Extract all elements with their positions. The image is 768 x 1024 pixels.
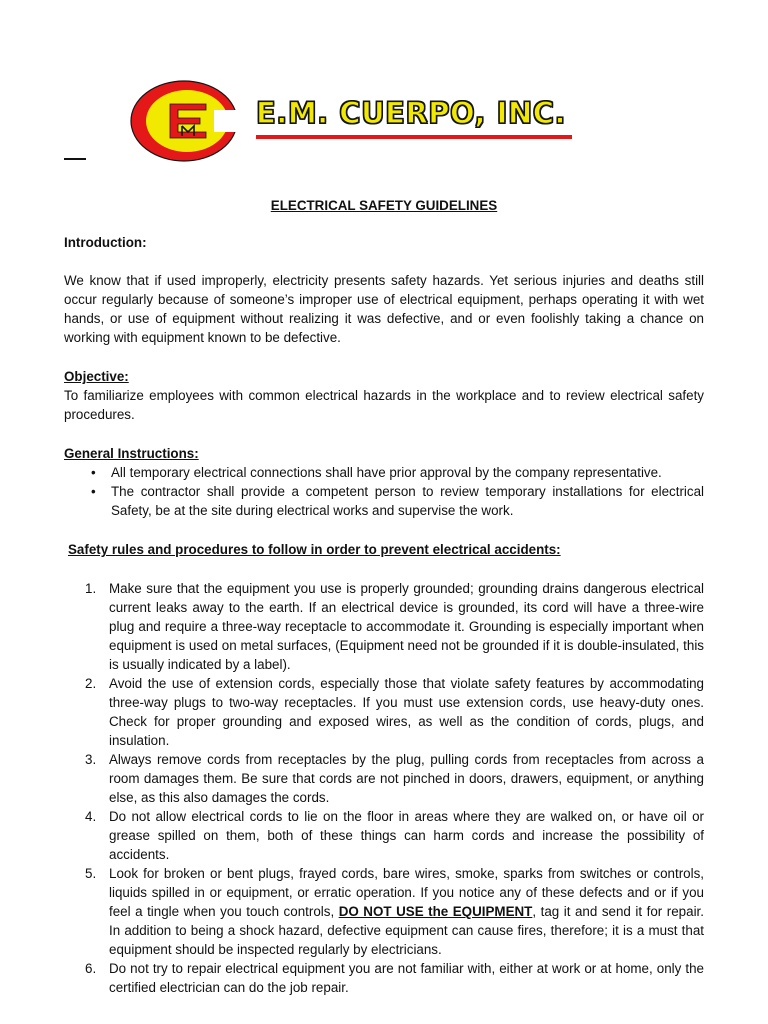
safety-rules-list xyxy=(64,579,704,997)
document-body xyxy=(64,196,704,997)
list-item xyxy=(64,807,704,864)
document-title: ELECTRICAL SAFETY GUIDELINES xyxy=(270,198,498,213)
list-item-number: 3. xyxy=(85,752,97,767)
list-item-text: Make sure that the equipment you use is properly grounded; grounding drains dangerous electrical current leaks away to the earth. If an electrical device is grounded, its cord will have a three-wire plug and require a three-way receptacle to accommodate it. Grounding is especially important when equipment is used on metal surfaces, (Equipment need not be grounded if it is double-insulated, this is usually indicated by a label). xyxy=(109,581,704,672)
list-item xyxy=(64,959,704,997)
list-item-text: The contractor shall provide a competent person to review temporary installations for electrical Safety, be at the site during electrical works and supervise the work. xyxy=(111,484,704,518)
bullet-icon: • xyxy=(91,465,96,480)
list-item-number: 5. xyxy=(85,866,97,881)
list-item-text: Do not try to repair electrical equipment you are not familiar with, either at work or at home, only the certified electrician can do the job repair. xyxy=(109,961,704,995)
logo-letters: EMC xyxy=(130,80,133,81)
objective-text: To familiarize employees with common electrical hazards in the workplace and to review electrical safety procedures. xyxy=(64,388,704,422)
logo-c-notch xyxy=(214,110,240,132)
list-item-number: 2. xyxy=(85,676,97,691)
list-item xyxy=(64,864,704,959)
header-red-rule xyxy=(256,135,572,139)
introduction-text: We know that if used improperly, electricity presents safety hazards. Yet serious injuries and deaths still occur regularly because of someone’s improper use of electrical equipment, perhaps operating it with wet hands, or use of equipment without realizing it was defective, and or even foolishly taking a chance on working with equipment known to be defective. xyxy=(64,273,704,345)
bullet-icon: • xyxy=(91,484,96,499)
company-logo xyxy=(130,80,240,162)
company-name: E.M. CUERPO, INC. xyxy=(256,96,567,130)
general-instructions-heading: General Instructions: xyxy=(64,446,199,461)
list-item xyxy=(64,463,704,482)
list-item xyxy=(64,482,704,520)
list-item-number: 4. xyxy=(85,809,97,824)
list-item xyxy=(64,750,704,807)
safety-rules-heading: Safety rules and procedures to follow in order to prevent electrical accidents: xyxy=(68,542,561,557)
list-item-text: Avoid the use of extension cords, especially those that violate safety features by accommodating three-way plugs to two-way receptacles. If you must use extension cords, use heavy-duty ones. Check for proper grounding and exposed wires, as well as the condition of cords, plugs, and insulation. xyxy=(109,676,704,748)
list-item-text: Always remove cords from receptacles by the plug, pulling cords from receptacles from across a room damages them. Be sure that cords are not pinched in doors, drawers, equipment, or anything else, as this also damages the cords. xyxy=(109,752,704,805)
list-item xyxy=(64,674,704,750)
list-item-text-after: , tag it and send it for repair. In addition to being a shock hazard, defective equipment can cause fires, therefore; it is a must that equipment should be inspected regularly by electricians. xyxy=(109,904,704,957)
list-item xyxy=(64,579,704,674)
general-instructions-list xyxy=(64,463,704,520)
header-dash-mark xyxy=(64,158,86,160)
list-item-number: 1. xyxy=(85,581,97,596)
introduction-heading: Introduction: xyxy=(64,235,147,250)
list-item-number: 6. xyxy=(85,961,97,976)
do-not-use-emphasis: DO NOT USE the EQUIPMENT xyxy=(338,904,533,919)
list-item-text: All temporary electrical connections shall have prior approval by the company representative. xyxy=(111,465,662,480)
list-item-text: Do not allow electrical cords to lie on the floor in areas where they are walked on, or have oil or grease spilled on them, both of these things can harm cords and increase the possibility of accidents. xyxy=(109,809,704,862)
list-item-text-before: Look for broken or bent plugs, frayed cords, bare wires, smoke, sparks from switches or controls, liquids spilled in or equipment, or erratic operation. If you notice any of these defects and or if you feel a tingle when you touch controls, xyxy=(109,866,704,919)
objective-heading: Objective: xyxy=(64,369,129,384)
